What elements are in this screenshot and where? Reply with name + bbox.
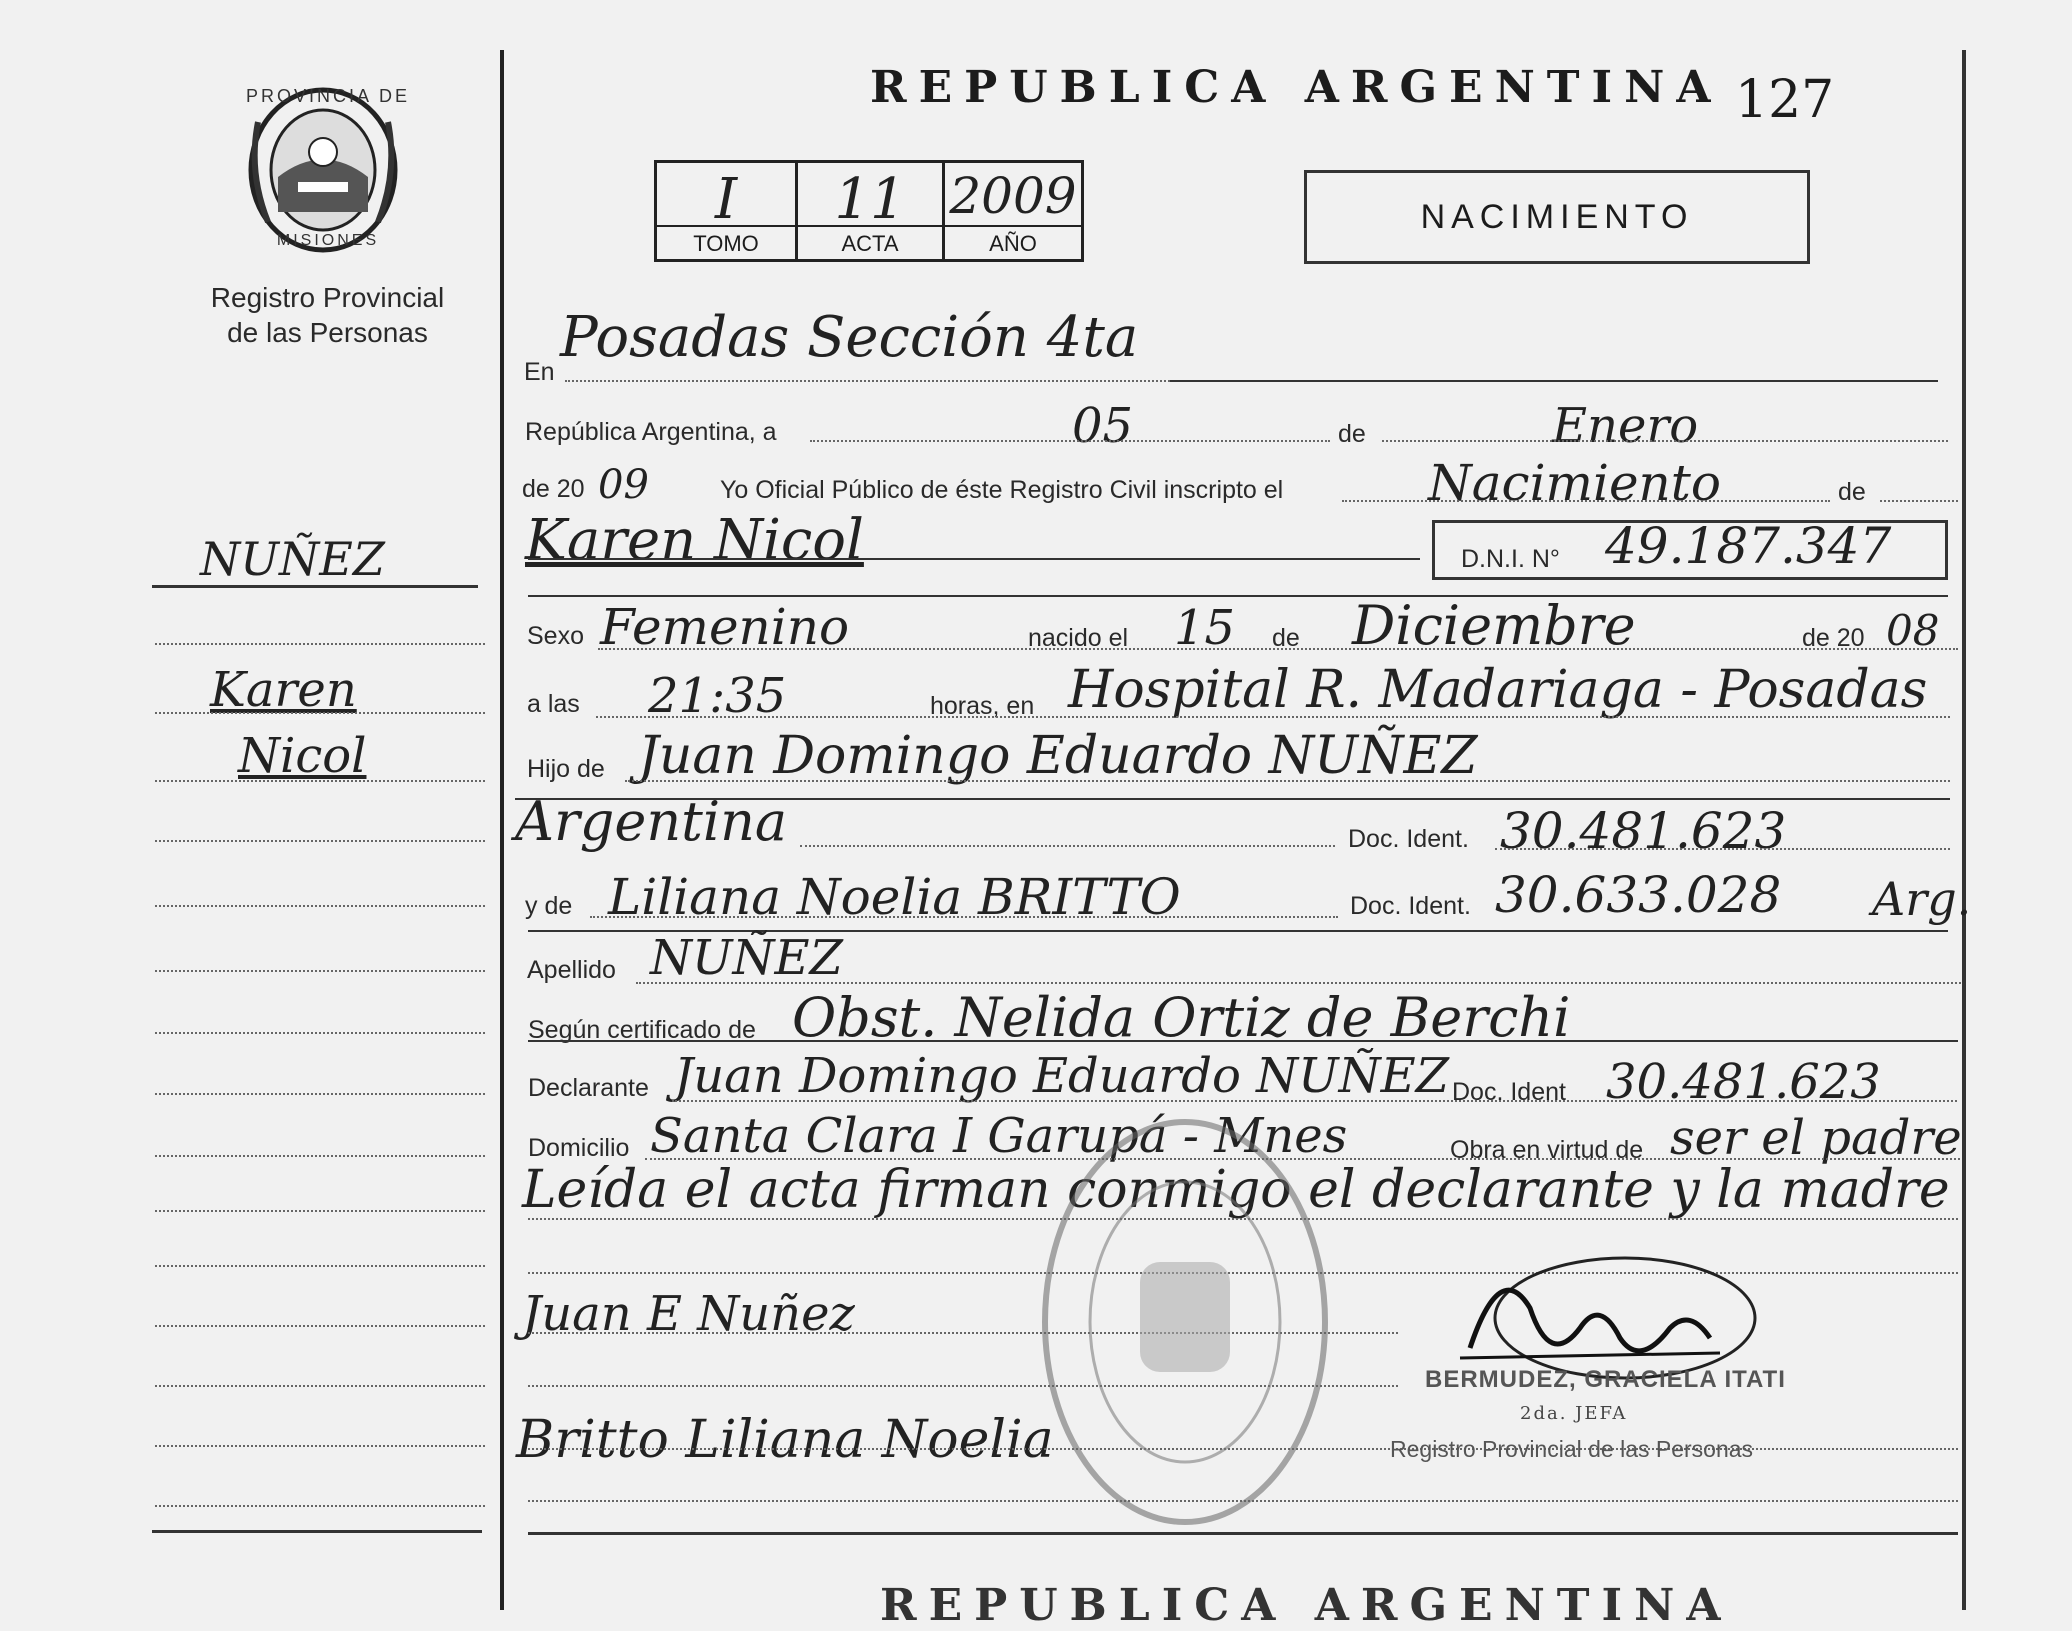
margin-line xyxy=(152,585,478,588)
margin-line xyxy=(155,1505,485,1507)
mother-doc: 30.633.028 xyxy=(1495,866,1782,924)
form-line xyxy=(1495,848,1950,850)
form-line xyxy=(528,595,1948,597)
margin-line xyxy=(155,1032,485,1034)
birth-day: 15 xyxy=(1174,600,1236,656)
hour-value: 21:35 xyxy=(648,668,787,724)
anio-value: 2009 xyxy=(949,167,1077,225)
de-label: de xyxy=(1338,420,1366,448)
form-line xyxy=(810,440,1330,442)
official-stamp-icon xyxy=(1035,1112,1335,1532)
seal-text-top: PROVINCIA DE xyxy=(245,86,411,106)
margin-line xyxy=(155,780,485,782)
tomo-value: I xyxy=(714,167,738,232)
birth-month: Diciembre xyxy=(1352,594,1636,657)
form-line xyxy=(1382,440,1948,442)
form-line xyxy=(590,916,1338,918)
father-value: Juan Domingo Eduardo NUÑEZ xyxy=(638,726,1478,786)
left-margin-panel xyxy=(0,0,500,1602)
domicilio-value: Santa Clara I Garupá - Mnes xyxy=(650,1108,1348,1164)
form-line xyxy=(800,845,1335,847)
child-name-value: Karen Nicol xyxy=(525,508,864,573)
closing-text: Leída el acta firman conmigo el declarante y la madre xyxy=(522,1160,1950,1220)
anio-label: AÑO xyxy=(945,225,1081,257)
de-label2: de xyxy=(1838,478,1866,506)
doc-ident-label-declarante: Doc. Ident xyxy=(1452,1078,1566,1106)
margin-line xyxy=(155,712,485,714)
margin-line xyxy=(155,1445,485,1447)
margin-line xyxy=(155,643,485,645)
provincial-seal-icon xyxy=(238,82,408,257)
registry-name-line1: Registro Provincial xyxy=(210,282,445,313)
official-office: Registro Provincial de las Personas xyxy=(1390,1436,1754,1462)
form-line xyxy=(1170,380,1938,382)
en-value: Posadas Sección 4ta xyxy=(560,305,1139,370)
form-line xyxy=(1342,500,1830,502)
y-de-label: y de xyxy=(525,892,573,920)
registry-name-line2: de las Personas xyxy=(227,317,428,348)
acta-label: ACTA xyxy=(798,225,942,257)
form-line xyxy=(625,780,1950,782)
horas-label: horas, en xyxy=(930,692,1035,720)
inscripto-value: Nacimiento xyxy=(1428,454,1721,512)
father-nationality: Argentina xyxy=(515,790,788,853)
left-border-line xyxy=(500,50,504,1610)
margin-line xyxy=(155,1155,485,1157)
tomo-cell xyxy=(654,160,798,262)
acta-value: 11 xyxy=(834,167,906,232)
margin-line xyxy=(152,1530,482,1533)
birth-year-value: 08 xyxy=(1886,606,1940,655)
mother-nationality: Arg. xyxy=(1872,872,1972,926)
sexo-label: Sexo xyxy=(527,622,584,650)
form-line xyxy=(596,716,1950,718)
doc-ident-label: Doc. Ident. xyxy=(1348,825,1469,853)
signature-mother: Britto Liliana Noelia xyxy=(516,1410,1054,1470)
margin-line xyxy=(155,1210,485,1212)
certificado-value: Obst. Nelida Ortiz de Berchi xyxy=(792,986,1571,1049)
anio-cell xyxy=(942,160,1084,262)
domicilio-label: Domicilio xyxy=(528,1134,630,1162)
signature-father: Juan E Nuñez xyxy=(522,1286,855,1342)
margin-line xyxy=(155,1093,485,1095)
margin-line xyxy=(155,840,485,842)
doc-ident-label-mother: Doc. Ident. xyxy=(1350,892,1471,920)
act-type-label: NACIMIENTO xyxy=(1420,197,1694,236)
declarante-label: Declarante xyxy=(528,1074,649,1102)
hijo-label: Hijo de xyxy=(527,755,605,783)
father-doc: 30.481.623 xyxy=(1500,802,1787,860)
margin-line xyxy=(155,1265,485,1267)
right-border-line xyxy=(1962,50,1966,1610)
tomo-label: TOMO xyxy=(657,225,795,257)
official-name: BERMUDEZ, GRACIELA ITATI xyxy=(1425,1366,1786,1393)
en-label: En xyxy=(524,358,555,386)
dni-box xyxy=(1432,517,1948,580)
acta-cell xyxy=(795,160,945,262)
act-type-box xyxy=(1304,170,1810,264)
dni-label: D.N.I. N° xyxy=(1461,545,1560,573)
form-line xyxy=(565,380,1170,382)
certificado-label: Según certificado de xyxy=(528,1016,756,1044)
form-line xyxy=(672,1100,1957,1102)
declarante-value: Juan Domingo Eduardo NUÑEZ xyxy=(674,1048,1449,1104)
year-value: 09 xyxy=(598,462,649,508)
official-text: Yo Oficial Público de éste Registro Civil inscripto el xyxy=(720,476,1284,504)
obra-label: Obra en virtud de xyxy=(1450,1136,1644,1164)
obra-value: ser el padre xyxy=(1670,1110,1962,1166)
birth-year-prefix: de 20 xyxy=(1802,624,1865,652)
republic-title: REPUBLICA ARGENTINA xyxy=(870,62,1723,113)
place-value: Hospital R. Madariaga - Posadas xyxy=(1068,660,1928,720)
margin-middle-name: Nicol xyxy=(238,728,367,784)
form-line xyxy=(636,982,1961,984)
mother-value: Liliana Noelia BRITTO xyxy=(608,868,1181,926)
form-line xyxy=(528,1040,1958,1042)
official-title: 2da. JEFA xyxy=(1520,1403,1628,1424)
margin-line xyxy=(155,905,485,907)
a-las-label: a las xyxy=(527,690,580,718)
nacido-label: nacido el xyxy=(1028,624,1129,652)
margin-surname: NUÑEZ xyxy=(200,532,385,586)
form-line xyxy=(1880,500,1958,502)
page-number: 127 xyxy=(1735,70,1835,130)
margin-line xyxy=(155,970,485,972)
day-value: 05 xyxy=(1072,398,1134,454)
apellido-value: NUÑEZ xyxy=(650,930,843,986)
dni-value: 49.187.347 xyxy=(1605,517,1892,575)
form-line xyxy=(598,648,1958,650)
form-line xyxy=(528,558,1420,560)
seal-text-bottom: MISIONES xyxy=(276,232,380,249)
margin-first-name: Karen xyxy=(210,662,357,718)
de-label3: de xyxy=(1272,624,1300,652)
declarante-doc: 30.481.623 xyxy=(1606,1054,1881,1110)
sexo-value: Femenino xyxy=(600,598,850,656)
year-prefix-label: de 20 xyxy=(522,475,585,503)
margin-line xyxy=(155,1385,485,1387)
margin-line xyxy=(155,1325,485,1327)
form-line xyxy=(528,1532,1958,1535)
footer-republic-title: REPUBLICA ARGENTINA xyxy=(880,1580,1733,1631)
republica-label: República Argentina, a xyxy=(525,418,777,446)
month-value: Enero xyxy=(1552,398,1699,454)
apellido-label: Apellido xyxy=(527,956,616,984)
